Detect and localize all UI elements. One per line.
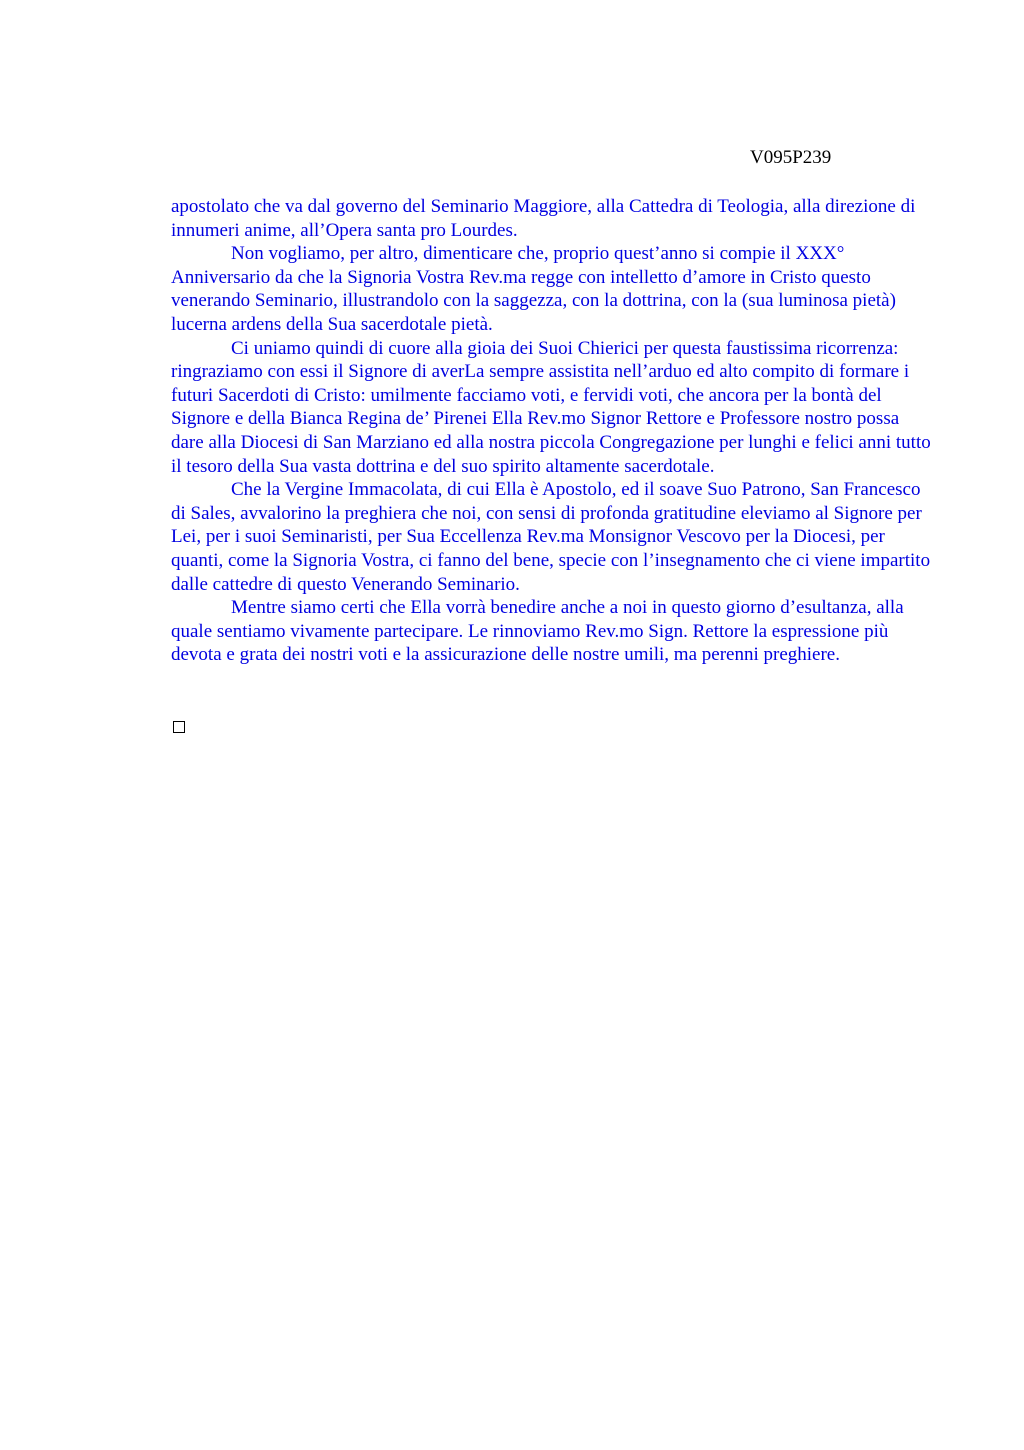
paragraph-closing: Mentre siamo certi che Ella vorrà benedire anche a noi in questo giorno d’esultanza, alla quale sentiamo vivamente partecipare. Le rinnoviamo Rev.mo Sign. Rettore la espressione più devota e grata dei nostri voti e la assicurazione delle nostre umili, ma perenni preghiere. <box>171 597 904 666</box>
paragraph-prayer: Che la Vergine Immacolata, di cui Ella è Apostolo, ed il soave Suo Patrono, San Francesco di Sales, avvalorino la preghiera che noi, con sensi di profonda gratitudine eleviamo al Signore per Lei, per i suoi Seminaristi, per Sua Eccellenza Rev.ma Monsignor Vescovo per la Diocesi, per quanti, come la Signoria Vostra, ci fanno del bene, specie con l’insegnamento che ci viene impartito dalle cattedre di questo Venerando Seminario. <box>171 479 931 595</box>
paragraph-wishes: Ci uniamo quindi di cuore alla gioia dei Suoi Chierici per questa faustissima ricorrenza: ringraziamo con essi il Signore di averLa sempre assistita nell’arduo ed alto compito di formare i futuri Sacerdoti di Cristo: umilmente facciamo voti, e fervidi voti, che ancora per la bontà del Signore e della Bianca Regina de’ Pirenei Ella Rev.mo Signor Rettore e Professore nostro possa dare alla Diocesi di San Marziano ed alla nostra piccola Congregazione per lunghi e felici anni tutto il tesoro della Sua vasta dottrina e del suo spirito altamente sacerdotale. <box>171 337 931 477</box>
paragraph-continuation: apostolato che va dal governo del Seminario Maggiore, alla Cattedra di Teologia, alla direzione di innumeri anime, all’Opera santa pro Lourdes. <box>171 196 916 241</box>
letter-body <box>171 195 931 667</box>
paragraph-anniversary: Non vogliamo, per altro, dimenticare che, proprio quest’anno si compie il XXX° Anniversario da che la Signoria Vostra Rev.ma regge con intelletto d’amore in Cristo questo venerando Seminario, illustrandolo con la saggezza, con la dottrina, con la (sua luminosa pietà) lucerna ardens della Sua sacerdotale pietà. <box>171 243 896 335</box>
end-mark-box <box>173 721 185 733</box>
page-code: V095P239 <box>750 147 832 168</box>
